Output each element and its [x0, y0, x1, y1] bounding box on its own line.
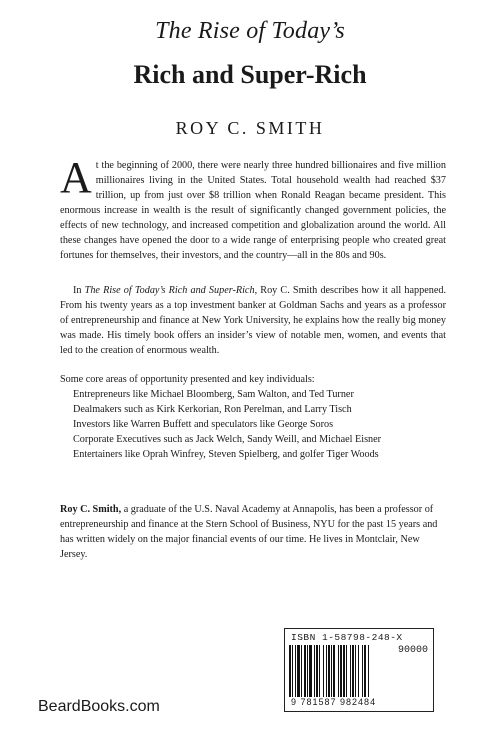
- intro-text: t the beginning of 2000, there were nearly three hundred billionaires and five million millionaires living in the United States. Total household wealth had reached $37 trillion, up from just over $8 trillion when Ronald Reagan became president. This enormous increase in wealth is the result of significantly changed government policies, the effects of new technology, and increased competition and globalization around the world. All these changes have opened the door to a wide range of enterprising people who created great fortunes for themselves, their investors, and the country—all in the 80s and 90s.: [60, 160, 446, 261]
- summary-text: , Roy C. Smith describes how it all happened. From his twenty years as a top investment banker at Goldman Sachs and years as a professor of entrepreneurship and finance at New York University, he explains how the really big money was made. His timely book offers an insider’s view of notable men, women, and events that led to the creation of enormous wealth.: [60, 285, 446, 356]
- barcode-number: 9 781587 982484: [291, 697, 377, 707]
- opportunities-section: [60, 372, 446, 462]
- bio-text: a graduate of the U.S. Naval Academy at Annapolis, has been a professor of entrepreneurship and finance at the Stern School of Business, NYU for the past 15 years and has written widely on the major financial events of our time. He lives in Montclair, New Jersey.: [60, 504, 438, 560]
- summary-paragraph: [60, 283, 446, 358]
- opportunities-list: [60, 387, 446, 462]
- barcode-bars: [289, 645, 389, 697]
- title-line-1: The Rise of Today’s: [155, 18, 345, 44]
- author-bio: [60, 502, 446, 562]
- book-title-italic: The Rise of Today’s Rich and Super-Rich: [84, 285, 255, 296]
- barcode-box: [284, 628, 434, 712]
- list-item: Corporate Executives such as Jack Welch, Sandy Weill, and Michael Eisner: [73, 434, 382, 445]
- intro-paragraph: [60, 153, 446, 263]
- price-code: 90000: [397, 645, 428, 656]
- opportunities-intro: Some core areas of opportunity presented and key individuals:: [60, 374, 315, 385]
- list-item: Entertainers like Oprah Winfrey, Steven Spielberg, and golfer Tiger Woods: [73, 449, 379, 460]
- drop-cap: A: [60, 153, 92, 202]
- summary-lead: In: [73, 285, 85, 296]
- author-name: ROY C. SMITH: [175, 118, 325, 138]
- publisher-url: BeardBooks.com: [38, 698, 160, 715]
- isbn-label: ISBN 1-58798-248-X: [291, 632, 403, 643]
- title-line-2: Rich and Super-Rich: [133, 60, 367, 89]
- list-item: Investors like Warren Buffett and speculators like George Soros: [73, 419, 334, 430]
- list-item: Entrepreneurs like Michael Bloomberg, Sam Walton, and Ted Turner: [73, 389, 354, 400]
- bio-name: Roy C. Smith,: [60, 504, 122, 515]
- list-item: Dealmakers such as Kirk Kerkorian, Ron Perelman, and Larry Tisch: [73, 404, 352, 415]
